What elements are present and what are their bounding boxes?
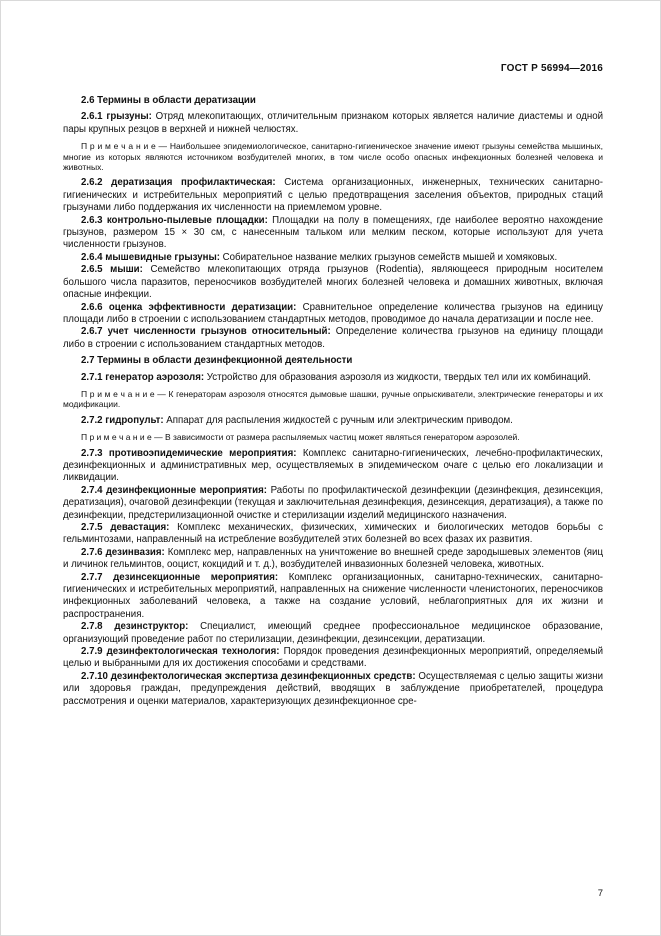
term-title: 2.7.10 дезинфектологическая экспертиза дезинфекционных средств: — [81, 670, 419, 682]
note-paragraph: П р и м е ч а н и е — Наибольшее эпидемиологическое, санитарно-гигиеническое значение имеют грызуны семейства мышиных, многие из которых являются источником возбудителей многих, в том числе особо опасных инфекционных болезней человека и животных. — [63, 141, 603, 173]
term-paragraph: 2.7.5 девастация: Комплекс механических, физических, химических и биологических методов борьбы с гельминтозами, направленный на истребление возбудителей этих болезней во всех фазах их развития. — [63, 522, 604, 546]
term-paragraph: 2.6.5 мыши: Семейство млекопитающих отряда грызунов (Rodentia), являющееся природным носителем большого числа паразитов, переносчиков возбудителей многих болезней человека и домашних животных, включая опасные инфекции. — [63, 264, 603, 301]
term-paragraph: 2.6.3 контрольно-пылевые площадки: Площадки на полу в помещениях, где наиболее вероятно нахождение грызунов, размером 15 × 30 см, с нанесенным тальком или мелким песком, которые используют для учета численности грызунов. — [63, 214, 603, 251]
term-title: 2.7.8 дезинструктор: — [81, 621, 201, 633]
term-title: 2.7.9 дезинфектологическая технология: — [81, 646, 284, 658]
term-paragraph: 2.6.1 грызуны: Отряд млекопитающих, отличительным признаком которых является наличие диастемы и одной пары крупных резцов в верхней и нижней челюстях. — [63, 111, 604, 135]
term-title: 2.6.7 учет численности грызунов относительный: — [81, 326, 336, 338]
term-paragraph: 2.7.2 гидропульт: Аппарат для распыления жидкостей с ручным или электрическим приводом. — [81, 414, 513, 426]
term-title: 2.7.3 противоэпидемические мероприятия: — [81, 447, 303, 459]
term-title: 2.6.4 мышевидные грызуны: — [81, 251, 223, 263]
document-code-header: ГОСТ Р 56994—2016 — [500, 63, 603, 74]
term-paragraph: 2.7.4 дезинфекционные мероприятия: Работы по профилактической дезинфекции (дезинфекция, дезинсекция, дератизация), очаговой дезинфекции (текущая и заключительная дезинфекция, дезинсекция, дератизация), а также по дезинфекции, предстерилизационной очистке и стерилизации изделий медицинского назначения. — [63, 484, 604, 521]
term-paragraph: 2.7.3 противоэпидемические мероприятия: Комплекс санитарно-гигиенических, лечебно-профилактических, дезинфекционных и административных мер, осуществляемых в эпидемическом очаге с целью его локализации и ликвидации. — [63, 447, 603, 484]
page-number: 7 — [597, 888, 603, 899]
term-paragraph: 2.6.2 дератизация профилактическая: Система организационных, инженерных, технических санитарно-гигиенических и истребительных мероприятий с целью предотвращения заселения объектов, природных стаций грызунами либо поддержания их численности на приемлемом уровне. — [63, 177, 603, 214]
section-heading: 2.6 Термины в области дератизации — [81, 95, 256, 106]
term-paragraph: 2.7.9 дезинфектологическая технология: Порядок проведения дезинфекционных мероприятий, определяемый целью и выбранными для их достижения способами и средствами. — [63, 646, 604, 670]
term-title: 2.6.1 грызуны: — [81, 111, 156, 123]
term-title: 2.6.3 контрольно-пылевые площадки: — [81, 214, 273, 226]
term-title: 2.7.4 дезинфекционные мероприятия: — [81, 484, 271, 496]
term-title: 2.6.2 дератизация профилактическая: — [81, 177, 285, 189]
term-paragraph: 2.6.6 оценка эффективности дератизации: Сравнительное определение количества грызунов на единицу площади либо в строении с использованием стандартных методов, проводимое до начала дератизации и после нее. — [63, 301, 603, 325]
note-paragraph: П р и м е ч а н и е — К генераторам аэрозоля относятся дымовые шашки, ручные опрыскиватели, электрические генераторы и их модификации. — [63, 388, 603, 410]
term-paragraph: 2.7.7 дезинсекционные мероприятия: Комплекс организационных, санитарно-технических, санитарно-гигиенических и истребительных мероприятий, направленных на снижение численности членистоногих, переносчиков инфекционных заболеваний человека, а также на создание условий, неблагоприятных для их жизни и распространения. — [63, 571, 603, 620]
term-paragraph: 2.7.1 генератор аэрозоля: Устройство для образования аэрозоля из жидкости, твердых тел или их комбинаций. — [81, 371, 591, 383]
note-label: П р и м е ч а н и е — — [81, 432, 165, 443]
term-title: 2.6.6 оценка эффективности дератизации: — [81, 301, 303, 313]
note-label: П р и м е ч а н и е — — [81, 141, 170, 152]
document-content — [63, 91, 603, 708]
term-title: 2.7.5 девастация: — [81, 522, 178, 533]
term-paragraph: 2.7.10 дезинфектологическая экспертиза дезинфекционных средств: Осуществляемая с целью защиты жизни или здоровья граждан, предупреждения действий, вводящих в заблуждение приобретателей, процедура рассмотрения и оценки материалов, характеризующих дезинфекционное сре- — [63, 670, 603, 707]
term-title: 2.7.1 генератор аэрозоля: — [81, 371, 207, 383]
term-paragraph: 2.6.4 мышевидные грызуны: Собирательное название мелких грызунов семейств мышей и хомяковых. — [81, 251, 558, 263]
term-paragraph: 2.6.7 учет численности грызунов относительный: Определение количества грызунов на единицу площади либо в строении с использованием стандартных методов. — [63, 326, 604, 350]
section-heading: 2.7 Термины в области дезинфекционной деятельности — [81, 355, 353, 367]
term-title: 2.7.2 гидропульт: — [81, 414, 167, 426]
note-paragraph: П р и м е ч а н и е — В зависимости от размера распыляемых частиц может являться генератором аэрозолей. — [81, 432, 520, 443]
term-title: 2.7.7 дезинсекционные мероприятия: — [81, 571, 289, 583]
note-label: П р и м е ч а н и е — — [81, 388, 169, 399]
term-title: 2.6.5 мыши: — [81, 264, 151, 276]
term-paragraph: 2.7.8 дезинструктор: Специалист, имеющий среднее профессиональное медицинское образование, организующий проведение работ по стерилизации, дезинфекции, дезинсекции, дератизации. — [63, 621, 603, 645]
term-paragraph: 2.7.6 дезинвазия: Комплекс мер, направленных на уничтожение во внешней среде зародышевых элементов (яиц и личинок гельминтов, ооцист, кокцидий и т. д.), возбудителей инвазионных болезней человека, животных. — [63, 546, 603, 571]
term-title: 2.7.6 дезинвазия: — [81, 546, 168, 558]
